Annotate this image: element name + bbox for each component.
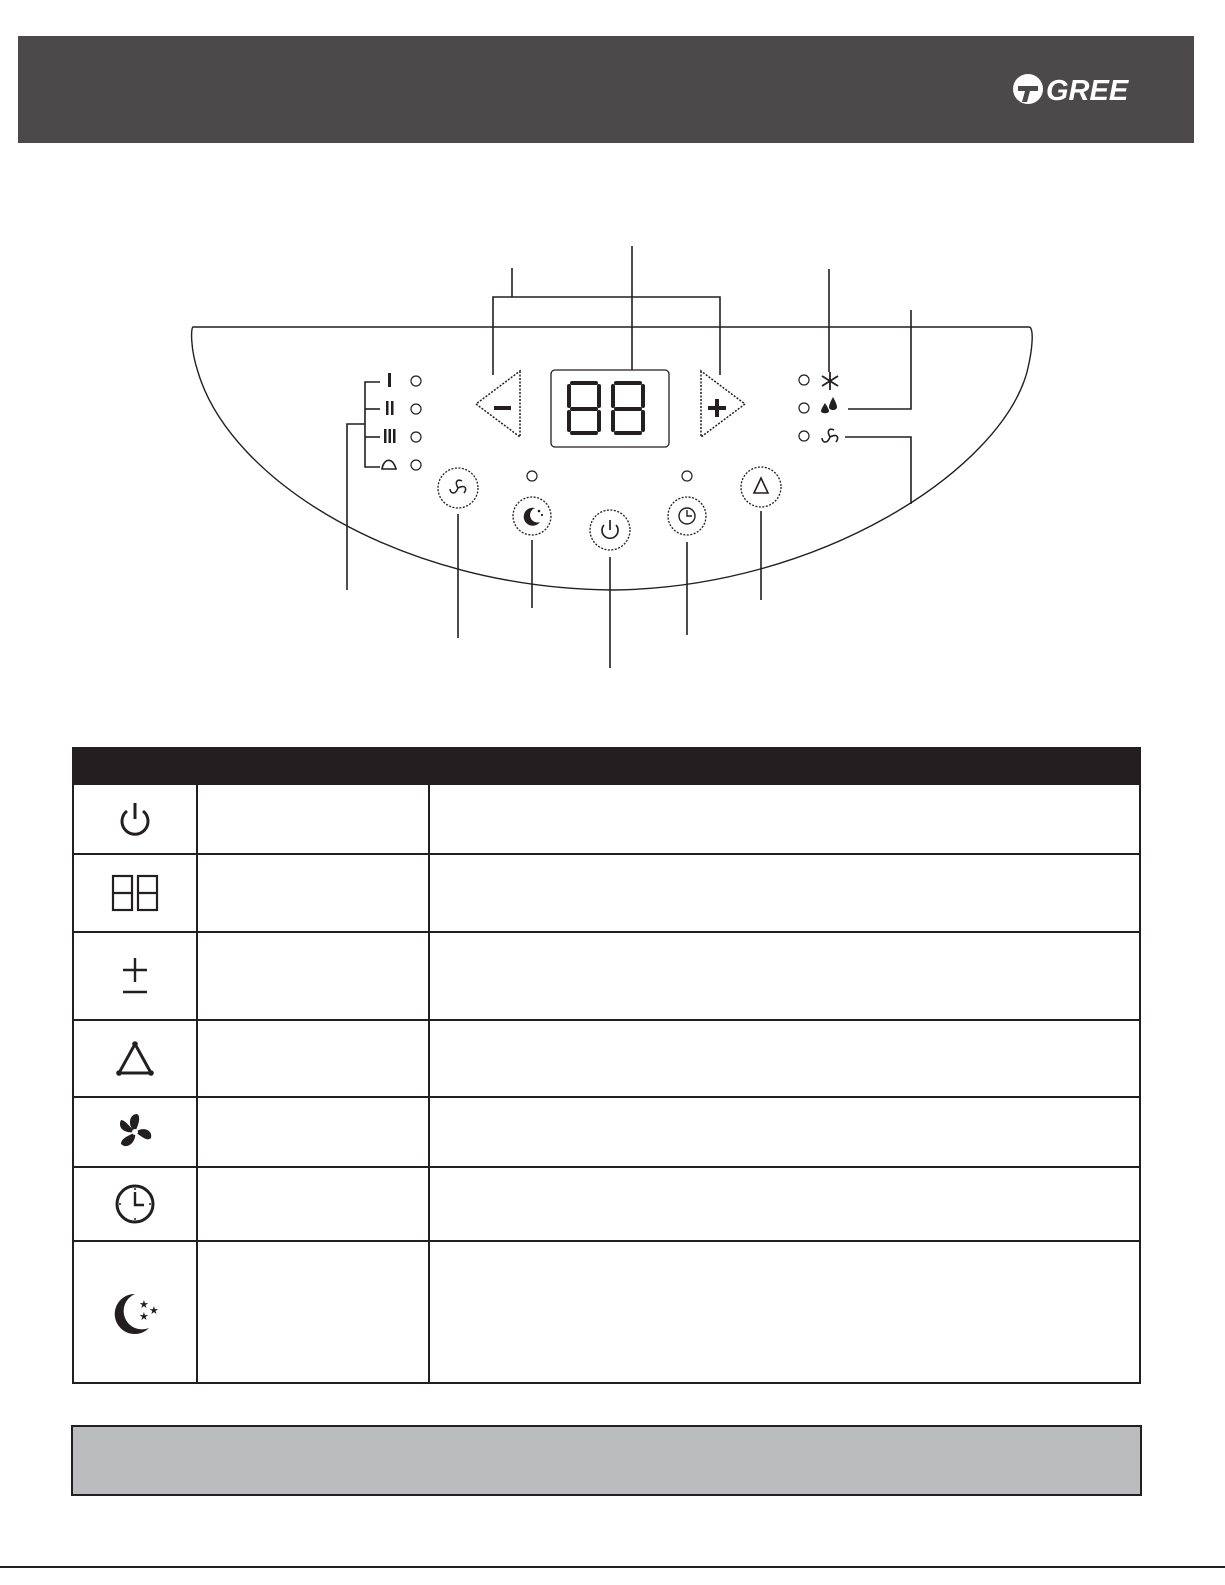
control-panel-diagram [0,0,1225,700]
sleep-button[interactable] [513,497,551,535]
footer-rule [0,1566,1225,1568]
table-row [73,932,1140,1020]
fan-speed-indicators [382,373,396,469]
table-row [73,1241,1140,1383]
function-name [197,784,429,854]
sleep-moon-icon [109,1288,161,1336]
mode-triangle-icon [113,1039,157,1079]
table-row [73,854,1140,932]
clock-icon [113,1182,157,1226]
function-description [429,784,1140,854]
icon-cell [73,1241,197,1383]
note-box [71,1425,1142,1496]
svg-text:★: ★ [139,1298,149,1311]
function-name [197,1241,429,1383]
mode-button[interactable] [741,467,781,507]
power-button[interactable] [590,510,630,550]
icon-cell [73,854,197,932]
function-name [197,1167,429,1241]
function-table [72,747,1141,1384]
table-row [73,784,1140,854]
icon-cell [73,932,197,1020]
svg-text:★: ★ [149,1304,159,1317]
function-description [429,1167,1140,1241]
fan-button[interactable] [438,468,478,508]
icon-cell [73,1167,197,1241]
plus-button[interactable] [701,371,745,437]
function-description [429,932,1140,1020]
snowflake-icon [822,372,838,390]
function-name [197,1097,429,1167]
function-description [429,1020,1140,1097]
leader-lines [347,246,911,668]
timer-led [682,471,692,481]
table-header-row [73,748,1140,784]
function-description [429,1241,1140,1383]
table-row [73,1167,1140,1241]
svg-text:★: ★ [139,1310,149,1323]
minus-button[interactable] [476,371,520,437]
fan-icon [113,1110,157,1154]
timer-button[interactable] [668,497,706,535]
plus-minus-icon [115,954,155,998]
display-88-icon [110,873,160,913]
power-icon [115,799,155,839]
function-name [197,1020,429,1097]
water-drops-icon [821,397,837,413]
mode-leds [799,375,809,441]
function-description [429,1097,1140,1167]
fan-speed-leds [411,376,421,470]
function-name [197,932,429,1020]
icon-cell [73,1097,197,1167]
brand-name: GREE [1046,75,1129,107]
table-row [73,1020,1140,1097]
function-description [429,854,1140,932]
sleep-led [527,471,537,481]
mode-fan-icon [822,429,838,442]
digital-display [551,370,669,447]
icon-cell [73,784,197,854]
icon-cell [73,1020,197,1097]
function-name [197,854,429,932]
table-row [73,1097,1140,1167]
